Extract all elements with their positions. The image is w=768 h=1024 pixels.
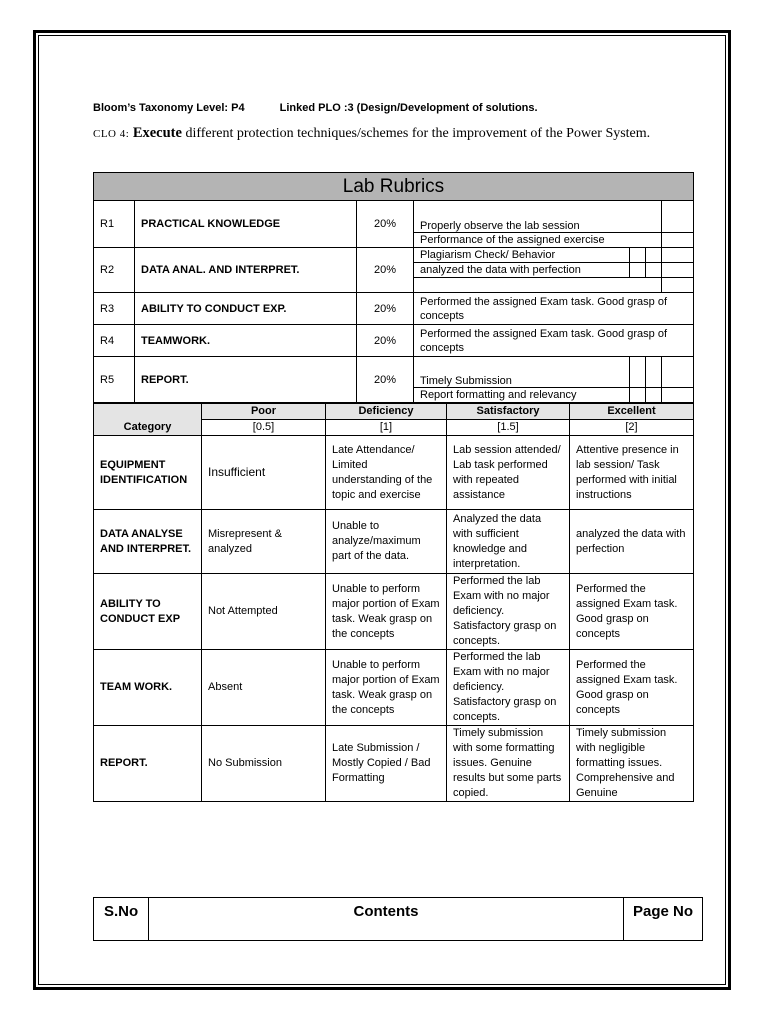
contents-header: Contents	[149, 898, 624, 941]
rubric-weight: 20%	[357, 293, 414, 325]
level-name: Deficiency	[326, 404, 447, 420]
poor-cell: Misrepresent & analyzed	[202, 510, 326, 574]
satisfactory-cell: Performed the lab Exam with no major deficiency. Satisfactory grasp on concepts.	[447, 574, 570, 650]
category-name: TEAM WORK.	[94, 650, 202, 726]
level-score: [1]	[326, 420, 447, 436]
taxonomy-header	[93, 102, 538, 114]
category-header: Category	[94, 404, 202, 436]
score-cell	[662, 248, 694, 263]
blooms-level: Bloom’s Taxonomy Level: P4	[93, 102, 245, 114]
rubric-row-r2	[94, 248, 694, 263]
rubric-name: TEAMWORK.	[135, 325, 357, 357]
rubric-name: ABILITY TO CONDUCT EXP.	[135, 293, 357, 325]
rubric-criterion: Properly observe the lab session	[414, 201, 662, 233]
score-cell	[646, 248, 662, 263]
rubrics-title: Lab Rubrics	[94, 173, 694, 201]
category-row	[94, 436, 694, 510]
score-cell	[630, 357, 646, 388]
score-cell	[662, 278, 694, 293]
score-cell	[662, 357, 694, 388]
satisfactory-cell: Analyzed the data with sufficient knowledge and interpretation.	[447, 510, 570, 574]
rubric-criterion: analyzed the data with perfection	[414, 263, 630, 278]
score-cell	[662, 201, 694, 233]
rubric-criterion: Timely Submission	[414, 357, 630, 388]
poor-cell: No Submission	[202, 726, 326, 802]
level-score: [2]	[570, 420, 694, 436]
rubric-criterion: Report formatting and relevancy	[414, 387, 630, 402]
rubric-weight: 20%	[357, 357, 414, 403]
deficiency-cell: Late Attendance/ Limited understanding of the topic and exercise	[326, 436, 447, 510]
category-name: ABILITY TO CONDUCT EXP	[94, 574, 202, 650]
rubric-id: R3	[94, 293, 135, 325]
deficiency-cell: Unable to perform major portion of Exam task. Weak grasp on the concepts	[326, 574, 447, 650]
rubric-row-r4	[94, 325, 694, 357]
rubric-row-r5	[94, 357, 694, 388]
score-cell	[630, 263, 646, 278]
category-name: REPORT.	[94, 726, 202, 802]
category-name: DATA ANALYSE AND INTERPRET.	[94, 510, 202, 574]
rubric-blank	[414, 278, 662, 293]
deficiency-cell: Unable to perform major portion of Exam task. Weak grasp on the concepts	[326, 650, 447, 726]
contents-table	[93, 897, 703, 941]
category-row	[94, 510, 694, 574]
rubric-id: R5	[94, 357, 135, 403]
level-name: Poor	[202, 404, 326, 420]
deficiency-cell: Unable to analyze/maximum part of the data.	[326, 510, 447, 574]
score-cell	[662, 232, 694, 247]
rubric-name: DATA ANAL. AND INTERPRET.	[135, 248, 357, 293]
rubric-id: R2	[94, 248, 135, 293]
rubric-criterion: Performed the assigned Exam task. Good grasp of concepts	[414, 325, 694, 357]
level-score: [0.5]	[202, 420, 326, 436]
score-cell	[630, 387, 646, 402]
rubric-row-r1	[94, 201, 694, 233]
excellent-cell: analyzed the data with perfection	[570, 510, 694, 574]
poor-cell: Insufficient	[202, 436, 326, 510]
deficiency-cell: Late Submission / Mostly Copied / Bad Formatting	[326, 726, 447, 802]
rubric-row-r3	[94, 293, 694, 325]
rubric-name: PRACTICAL KNOWLEDGE	[135, 201, 357, 248]
score-cell	[646, 357, 662, 388]
satisfactory-cell: Lab session attended/ Lab task performed with repeated assistance	[447, 436, 570, 510]
category-table	[93, 403, 694, 802]
rubric-name: REPORT.	[135, 357, 357, 403]
page-no-header: Page No	[624, 898, 703, 941]
rubric-weight: 20%	[357, 201, 414, 248]
level-name: Satisfactory	[447, 404, 570, 420]
rubric-id: R4	[94, 325, 135, 357]
poor-cell: Not Attempted	[202, 574, 326, 650]
category-row	[94, 650, 694, 726]
excellent-cell: Performed the assigned Exam task. Good grasp on concepts	[570, 650, 694, 726]
rubric-criterion: Performed the assigned Exam task. Good grasp of concepts	[414, 293, 694, 325]
clo-statement	[93, 122, 693, 145]
category-name: EQUIPMENT IDENTIFICATION	[94, 436, 202, 510]
clo-text: different protection techniques/schemes for the improvement of the Power System.	[181, 126, 651, 141]
rubric-criterion: Performance of the assigned exercise	[414, 232, 662, 247]
excellent-cell: Performed the assigned Exam task. Good grasp on concepts	[570, 574, 694, 650]
rubric-criterion: Plagiarism Check/ Behavior	[414, 248, 630, 263]
satisfactory-cell: Performed the lab Exam with no major deficiency. Satisfactory grasp on concepts.	[447, 650, 570, 726]
score-cell	[646, 387, 662, 402]
excellent-cell: Timely submission with negligible formatting issues. Comprehensive and Genuine	[570, 726, 694, 802]
lab-rubrics-table	[93, 172, 694, 403]
score-cell	[646, 263, 662, 278]
score-cell	[630, 248, 646, 263]
category-row	[94, 726, 694, 802]
category-row	[94, 574, 694, 650]
rubric-weight: 20%	[357, 325, 414, 357]
poor-cell: Absent	[202, 650, 326, 726]
excellent-cell: Attentive presence in lab session/ Task performed with initial instructions	[570, 436, 694, 510]
score-cell	[662, 263, 694, 278]
level-score: [1.5]	[447, 420, 570, 436]
sno-header: S.No	[94, 898, 149, 941]
score-cell	[662, 387, 694, 402]
level-name: Excellent	[570, 404, 694, 420]
satisfactory-cell: Timely submission with some formatting issues. Genuine results but some parts copied.	[447, 726, 570, 802]
clo-verb: Execute	[132, 125, 182, 141]
clo-tag: CLO 4:	[93, 128, 130, 140]
rubric-weight: 20%	[357, 248, 414, 293]
linked-plo: Linked PLO :3 (Design/Development of solutions.	[279, 102, 538, 114]
rubric-id: R1	[94, 201, 135, 248]
